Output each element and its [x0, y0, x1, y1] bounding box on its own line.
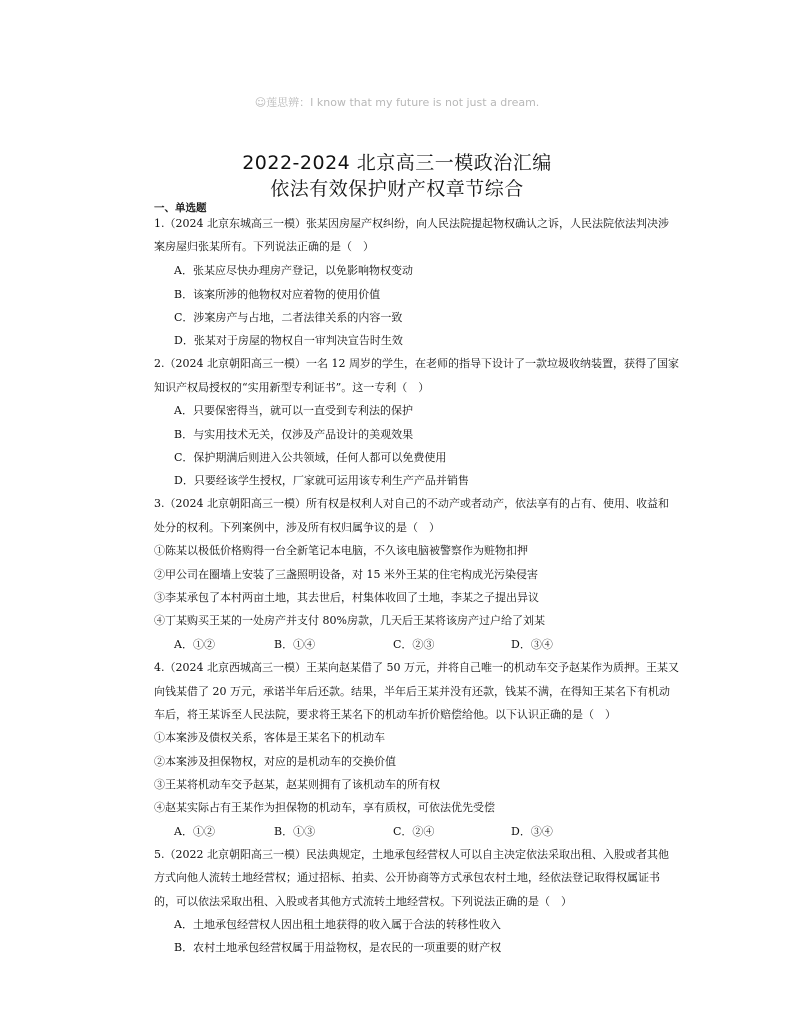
question-4-option-a: A．①② [174, 825, 215, 838]
question-5-line-1: 5.（2022 北京朝阳高三一模）民法典规定，土地承包经营权人可以自主决定依法采取出租、入股或者其他 [154, 848, 669, 861]
question-3-line-2: 处分的权利。下列案例中，涉及所有权归属争议的是（ ） [154, 521, 440, 534]
question-2-line-1: 2.（2024 北京朝阳高三一模）一名 12 周岁的学生，在老师的指导下设计了一款垃圾收纳装置，获得了国家 [154, 357, 679, 370]
question-4-option-b: B．①③ [274, 825, 316, 838]
question-5-line-2: 方式向他人流转土地经营权；通过招标、拍卖、公开协商等方式承包农村土地，经依法登记取得权属证书 [154, 871, 660, 884]
question-4-line-2: 向钱某借了 20 万元，承诺半年后还款。结果，半年后王某并没有还款，钱某不满，在得知王某名下有机动 [154, 685, 670, 698]
question-4-statement-1: ①本案涉及债权关系，客体是王某名下的机动车 [154, 731, 385, 744]
question-5-option-b: B．农村土地承包经营权属于用益物权，是农民的一项重要的财产权 [174, 941, 502, 954]
question-2-line-2: 知识产权局授权的“实用新型专利证书”。这一专利（ ） [154, 381, 430, 394]
section-heading: 一、单选题 [154, 202, 207, 214]
question-3-statement-4: ④丁某购买王某的一处房产并支付 80%房款，几天后王某将该房产过户给了刘某 [154, 614, 545, 627]
question-2-option-a: A．只要保密得当，就可以一直受到专利法的保护 [174, 404, 413, 417]
question-1-line-1: 1.（2024 北京东城高三一模）张某因房屋产权纠纷，向人民法院提起物权确认之诉，人民法院依法判决涉 [154, 217, 669, 230]
question-4-option-d: D．③④ [511, 825, 553, 838]
question-4-option-c: C．②④ [393, 825, 435, 838]
question-3-line-1: 3.（2024 北京朝阳高三一模）所有权是权利人对自己的不动产或者动产，依法享有的占有、使用、收益和 [154, 497, 669, 510]
question-4-statement-4: ④赵某实际占有王某作为担保物的机动车，享有质权，可依法优先受偿 [154, 801, 495, 814]
question-4-line-3: 车后，将王某诉至人民法院，要求将王某名下的机动车折价赔偿给他。以下认识正确的是（ ） [154, 708, 616, 721]
question-3-option-a: A．①② [174, 638, 215, 651]
question-3-option-b: B．①④ [274, 638, 316, 651]
question-3-statement-2: ②甲公司在圈墙上安装了三盏照明设备，对 15 米外王某的住宅构成光污染侵害 [154, 568, 538, 581]
question-1-option-c: C．涉案房产与占地，二者法律关系的内容一致 [174, 311, 403, 324]
document-title: 2022-2024 北京高三一模政治汇编 [242, 152, 552, 174]
question-4-line-1: 4.（2024 北京西城高三一模）王某向赵某借了 50 万元，并将自己唯一的机动车交予赵某作为质押。王某又 [154, 661, 679, 674]
question-3-statement-3: ③李某承包了本村两亩土地，其去世后，村集体收回了土地，李某之子提出异议 [154, 591, 539, 604]
question-3-option-c: C．②③ [393, 638, 435, 651]
question-1-option-b: B．该案所涉的他物权对应着物的使用价值 [174, 288, 381, 301]
question-4-statement-3: ③王某将机动车交予赵某，赵某则拥有了该机动车的所有权 [154, 778, 440, 791]
question-2-option-b: B．与实用技术无关，仅涉及产品设计的美观效果 [174, 428, 414, 441]
question-3-statement-1: ①陈某以极低价格购得一台全新笔记本电脑，不久该电脑被警察作为赃物扣押 [154, 544, 528, 557]
question-3-option-d: D．③④ [511, 638, 553, 651]
question-1-option-a: A．张某应尽快办理房产登记，以免影响物权变动 [174, 264, 413, 277]
question-4-statement-2: ②本案涉及担保物权，对应的是机动车的交换价值 [154, 755, 396, 768]
question-5-line-3: 的，可以依法采取出租、入股或者其他方式流转土地经营权。下列说法正确的是（ ） [154, 895, 572, 908]
watermark-text: ☺莲思辨：I know that my future is not just a dream. [254, 96, 540, 109]
question-1-option-d: D．张某对于房屋的物权自一审判决宣告时生效 [174, 334, 403, 347]
question-2-option-d: D．只要经该学生授权，厂家就可运用该专利生产产品并销售 [174, 474, 469, 487]
question-2-option-c: C．保护期满后则进入公共领域，任何人都可以免费使用 [174, 451, 447, 464]
document-subtitle: 依法有效保护财产权章节综合 [270, 178, 524, 200]
question-5-option-a: A．土地承包经营权人因出租土地获得的收入属于合法的转移性收入 [174, 918, 501, 931]
question-1-line-2: 案房屋归张某所有。下列说法正确的是（ ） [154, 240, 374, 253]
